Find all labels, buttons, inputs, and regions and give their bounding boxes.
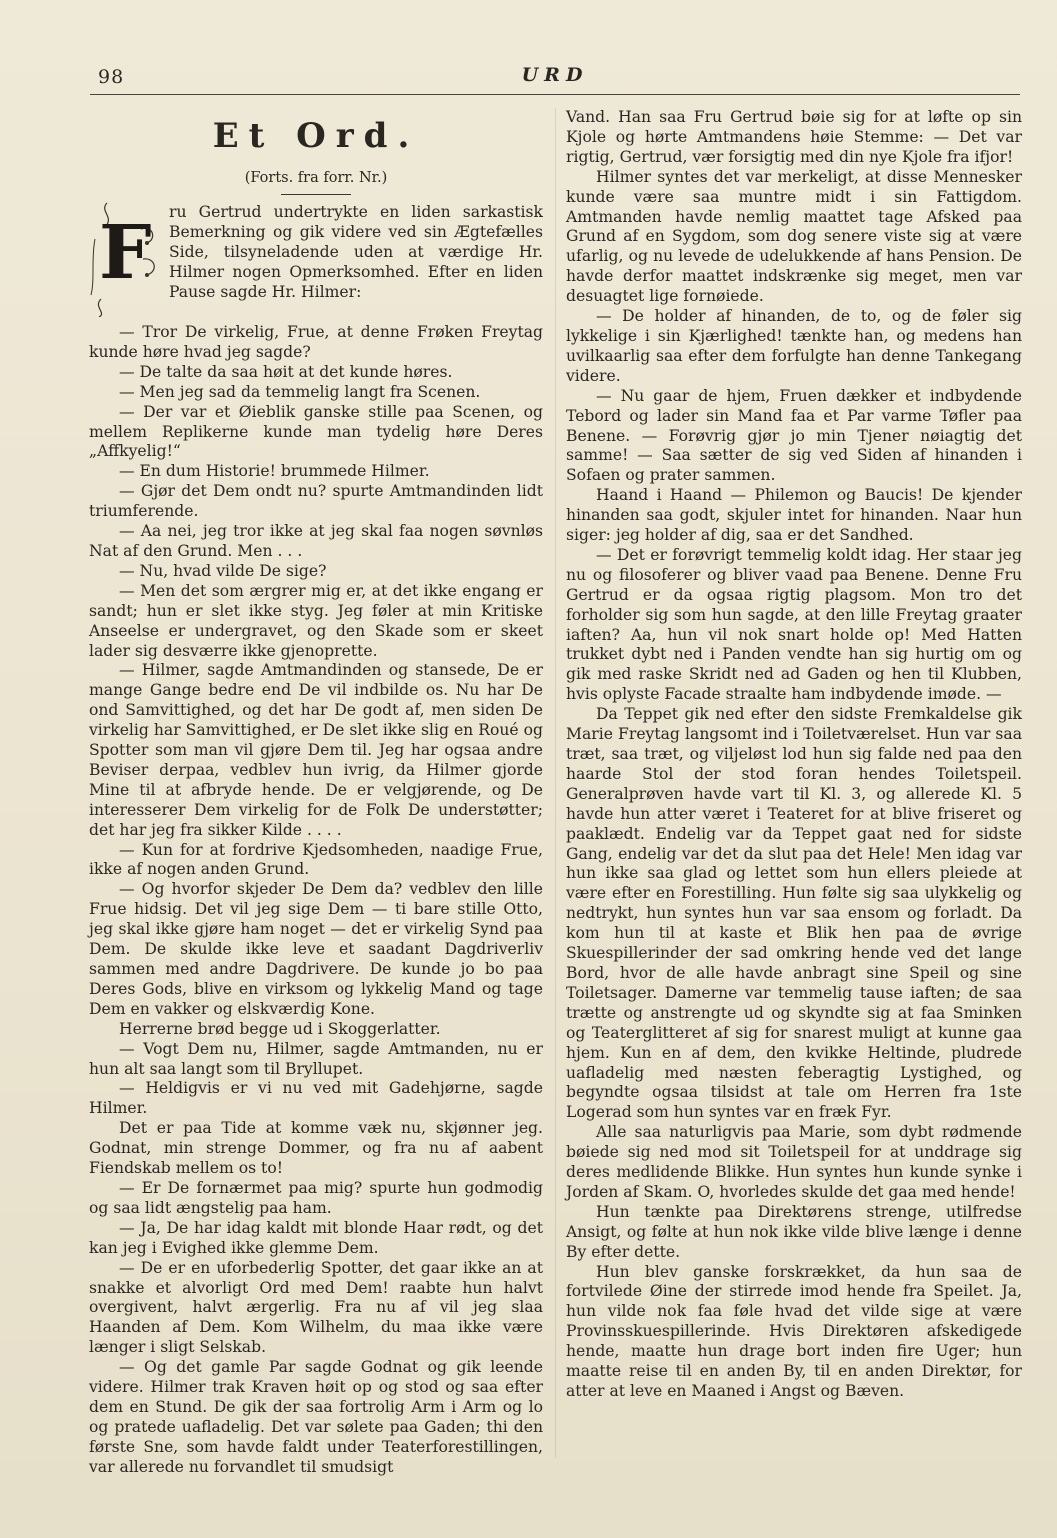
paragraph: Hun tænkte paa Direktørens strenge, utilfredse Ansigt, og følte at hun nok ikke vilde blive længe i denne By efter dette.: [566, 1202, 1022, 1261]
opening-paragraph: [89, 203, 543, 323]
page-header: [90, 60, 1020, 95]
article-subtitle: (Forts. fra forr. Nr.): [244, 170, 388, 186]
paragraph: Herrerne brød begge ud i Skoggerlatter.: [119, 1019, 441, 1038]
paragraph: — Og hvorfor skjeder De Dem da? vedblev den lille Frue hidsig. Det vil jeg sige Dem — ti bare stille Otto, jeg skal ikke gjøre ham noget — det er virkelig Synd paa Dem. De skulde ikke leve et saadant Dagdriverliv sammen med andre Dagdrivere. De kunde jo bo paa Deres Gods, blive en virksom og lykkelig Mand og tage Dem en vakker og elskværdig Kone.: [89, 880, 543, 1018]
paragraph: — Vogt Dem nu, Hilmer, sagde Amtmanden, nu er hun alt saa langt som til Bryllupet.: [89, 1039, 543, 1078]
decorated-initial: [89, 199, 159, 317]
paragraph: ru Gertrud undertrykte en liden sarkastisk Bemerkning og gik videre ved sin Ægtefælles Side, tilsyneladende uden at værdige Hr. Hilmer nogen Opmerksomhed. Efter en liden Pause sagde Hr. Hilmer:: [169, 203, 543, 301]
paragraph: Alle saa naturligvis paa Marie, som dybt rødmende bøiede sig ned mod sit Toiletspeil for at unddrage sig deres medlidende Blikke. Hun syntes hun kunde synke i Jorden af Skam. O, hvorledes skulde det gaa med hende!: [566, 1123, 1022, 1201]
right-column: [566, 108, 1022, 1402]
page-number: 98: [98, 66, 125, 88]
paragraph: — Aa nei, jeg tror ikke at jeg skal faa nogen søvnløs Nat af den Grund. Men . . .: [89, 522, 543, 560]
left-column: [89, 108, 543, 1478]
paragraph: — De talte da saa høit at det kunde høres.: [119, 362, 453, 381]
paragraph: — De er en uforbederlig Spotter, det gaar ikke an at snakke et alvorligt Ord med Dem! raabte hun halvt overgivent, halvt ærgerlig. Fra nu af vil jeg slaa Haanden af Dem. Kom Wilhelm, du maa ikke være længer i sligt Selskab.: [89, 1258, 543, 1357]
paragraph: Haand i Haand — Philemon og Baucis! De kjender hinanden saa godt, skjuler intet for hinanden. Naar hun siger: jeg holder af dig, saa er det Sandhed.: [566, 486, 1022, 545]
subtitle-rule: [281, 194, 351, 195]
paragraph: — Er De fornærmet paa mig? spurte hun godmodig og saa lidt ængstelig paa ham.: [89, 1178, 543, 1217]
paragraph: Da Teppet gik ned efter den sidste Fremkaldelse gik Marie Freytag langsomt ind i Toiletværelset. Hun var saa træt, saa træt, og viljeløst lod hun sig falde ned paa den haarde Stol der stod foran hendes Toiletspeil. Generalprøven havde vart til Kl. 3, og allerede Kl. 5 havde hun atter været i Teateret for at blive friseret og paaklædt. Endelig var da Teppet gaat ned for sidste Gang, endelig var det da slut paa det Hele! Men idag var hun ikke saa glad og lettet som hun ellers pleiede at være efter en Forestilling. Hun følte sig saa ulykkelig og nedtrykt, hun syntes hun var saa ensom og forladt. Da kom hun til at kaste et Blik hen paa de øvrige Skuespillerinder der sad omkring hende ved det lange Bord, hvor de alle havde anbragt sine Speil og sine Toiletsager. Damerne var temmelig tause iaften; de saa trætte og anstrengte ud og skyndte sig at faa Sminken og Teaterglitteret af sig for snarest muligt at kunne gaa hjem. Kun en af dem, den kvikke Heltinde, pludrede uafladelig med næsten feberagtig Lystighed, og begyndte ogsaa tilsidst at tale om Herren fra 1ste Logerad som hun syntes var en fræk Fyr.: [566, 705, 1022, 1122]
article-title: Et Ord.: [212, 116, 420, 156]
column-gutter: [555, 108, 556, 1458]
paragraph: — Gjør det Dem ondt nu? spurte Amtmandinden lidt triumferende.: [89, 482, 543, 521]
paragraph: — Men jeg sad da temmelig langt fra Scenen.: [119, 382, 481, 401]
paragraph: — Der var et Øieblik ganske stille paa Scenen, og mellem Replikerne kunde man tydelig høre Deres „Affkyelig!“: [89, 402, 543, 461]
paragraph: — Kun for at fordrive Kjedsomheden, naadige Frue, ikke af nogen anden Grund.: [89, 840, 543, 879]
paragraph: — Det er forøvrigt temmelig koldt idag. Her staar jeg nu og filosoferer og bliver vaad paa Benene. Denne Fru Gertrud er da ogsaa rigtig plagsom. Mon tro det forholder sig som hun sagde, at den lille Freytag graater iaften? Aa, hun vil nok snart holde op! Med Hatten trukket dybt ned i Panden vendte han sig hurtig om og gik med raske Skridt ned ad Gaden og hen til Klubben, hvis oplyste Facade straalte ham indbydende imøde. —: [566, 545, 1022, 704]
paragraph: — Tror De virkelig, Frue, at denne Frøken Freytag kunde høre hvad jeg sagde?: [89, 323, 543, 361]
paragraph: Vand. Han saa Fru Gertrud bøie sig for at løfte op sin Kjole og hørte Amtmandens høie Stemme: — Det var rigtig, Gertrud, vær forsigtig med din nye Kjole fra ifjor!: [566, 108, 1022, 166]
paragraph: — Hilmer, sagde Amtmandinden og stansede, De er mange Gange bedre end De vil indbilde os. Nu har De ond Samvittighed, og det har De godt af, men siden De virkelig har Samvittighed, er De slet ikke slig en Roué og Spotter som man vil gjøre Dem til. Jeg har ogsaa andre Beviser derpaa, vedblev hun ivrig, da Hilmer gjorde Mine til at afbryde hende. De er velgjørende, og De interesserer Dem virkelig for de Folk De understøtter; det har jeg fra sikker Kilde . . . .: [89, 661, 543, 839]
paragraph: — Ja, De har idag kaldt mit blonde Haar rødt, og det kan jeg i Evighed ikke glemme Dem.: [89, 1218, 543, 1257]
paragraph: — De holder af hinanden, de to, og de føler sig lykkelige i sin Kjærlighed! tænkte han, og medens han uvilkaarlig saa efter dem forfulgte han denne Tankegang videre.: [566, 307, 1022, 385]
paragraph: — Heldigvis er vi nu ved mit Gadehjørne, sagde Hilmer.: [89, 1079, 543, 1118]
paragraph: — Nu, hvad vilde De sige?: [119, 561, 327, 580]
paragraph: Det er paa Tide at komme væk nu, skjønner jeg. Godnat, min strenge Dommer, og fra nu af aabent Fiendskab mellem os to!: [89, 1119, 543, 1178]
initial-letter: F: [99, 210, 152, 296]
paragraph: — Men det som ærgrer mig er, at det ikke engang er sandt; hun er slet ikke styg. Jeg føler at min Kritiske Anseelse er undergravet, og den Skade som er skeet lader sig desværre ikke gjenoprette.: [89, 581, 543, 660]
paragraph: — Nu gaar de hjem, Fruen dækker et indbydende Tebord og lader sin Mand faa et Par varme Tøfler paa Benene. — Forøvrig gjør jo min Tjener nøiagtig det samme! — Saa sætter de sig ved Siden af hinanden i Sofaen og prater sammen.: [566, 386, 1022, 485]
paragraph: — Og det gamle Par sagde Godnat og gik leende videre. Hilmer trak Kraven høit op og stod og saa efter dem en Stund. De gik der saa fortrolig Arm i Arm og lo og pratede uafladelig. Det var sølete paa Gaden; thi den første Sne, som havde faldt under Teaterforestillingen, var allerede nu forvandlet til smudsigt: [89, 1358, 543, 1476]
running-title: URD: [521, 64, 589, 86]
paragraph: — En dum Historie! brummede Hilmer.: [119, 462, 430, 481]
paragraph: Hilmer syntes det var merkeligt, at disse Mennesker kunde være saa muntre midt i sin Fattigdom. Amtmanden havde nemlig maattet tage Afsked paa Grund af en Sygdom, som dog senere viste sig at være ufarlig, og nu levede de udelukkende af hans Pension. De havde derfor maattet indskrænke sig meget, men var desuagtet lige fornøiede.: [566, 167, 1022, 306]
paragraph: Hun blev ganske forskrækket, da hun saa de fortvilede Øine der stirrede imod hende fra Speilet. Ja, hun vilde nok faa føle hvad det vilde sige at være Provinsskuespillerinde. Hvis Direktøren afskedigede hende, maatte hun drage bort inden fire Uger; hun maatte reise til en anden By, til en anden Direktør, for atter at leve en Maaned i Angst og Bæven.: [566, 1262, 1022, 1400]
